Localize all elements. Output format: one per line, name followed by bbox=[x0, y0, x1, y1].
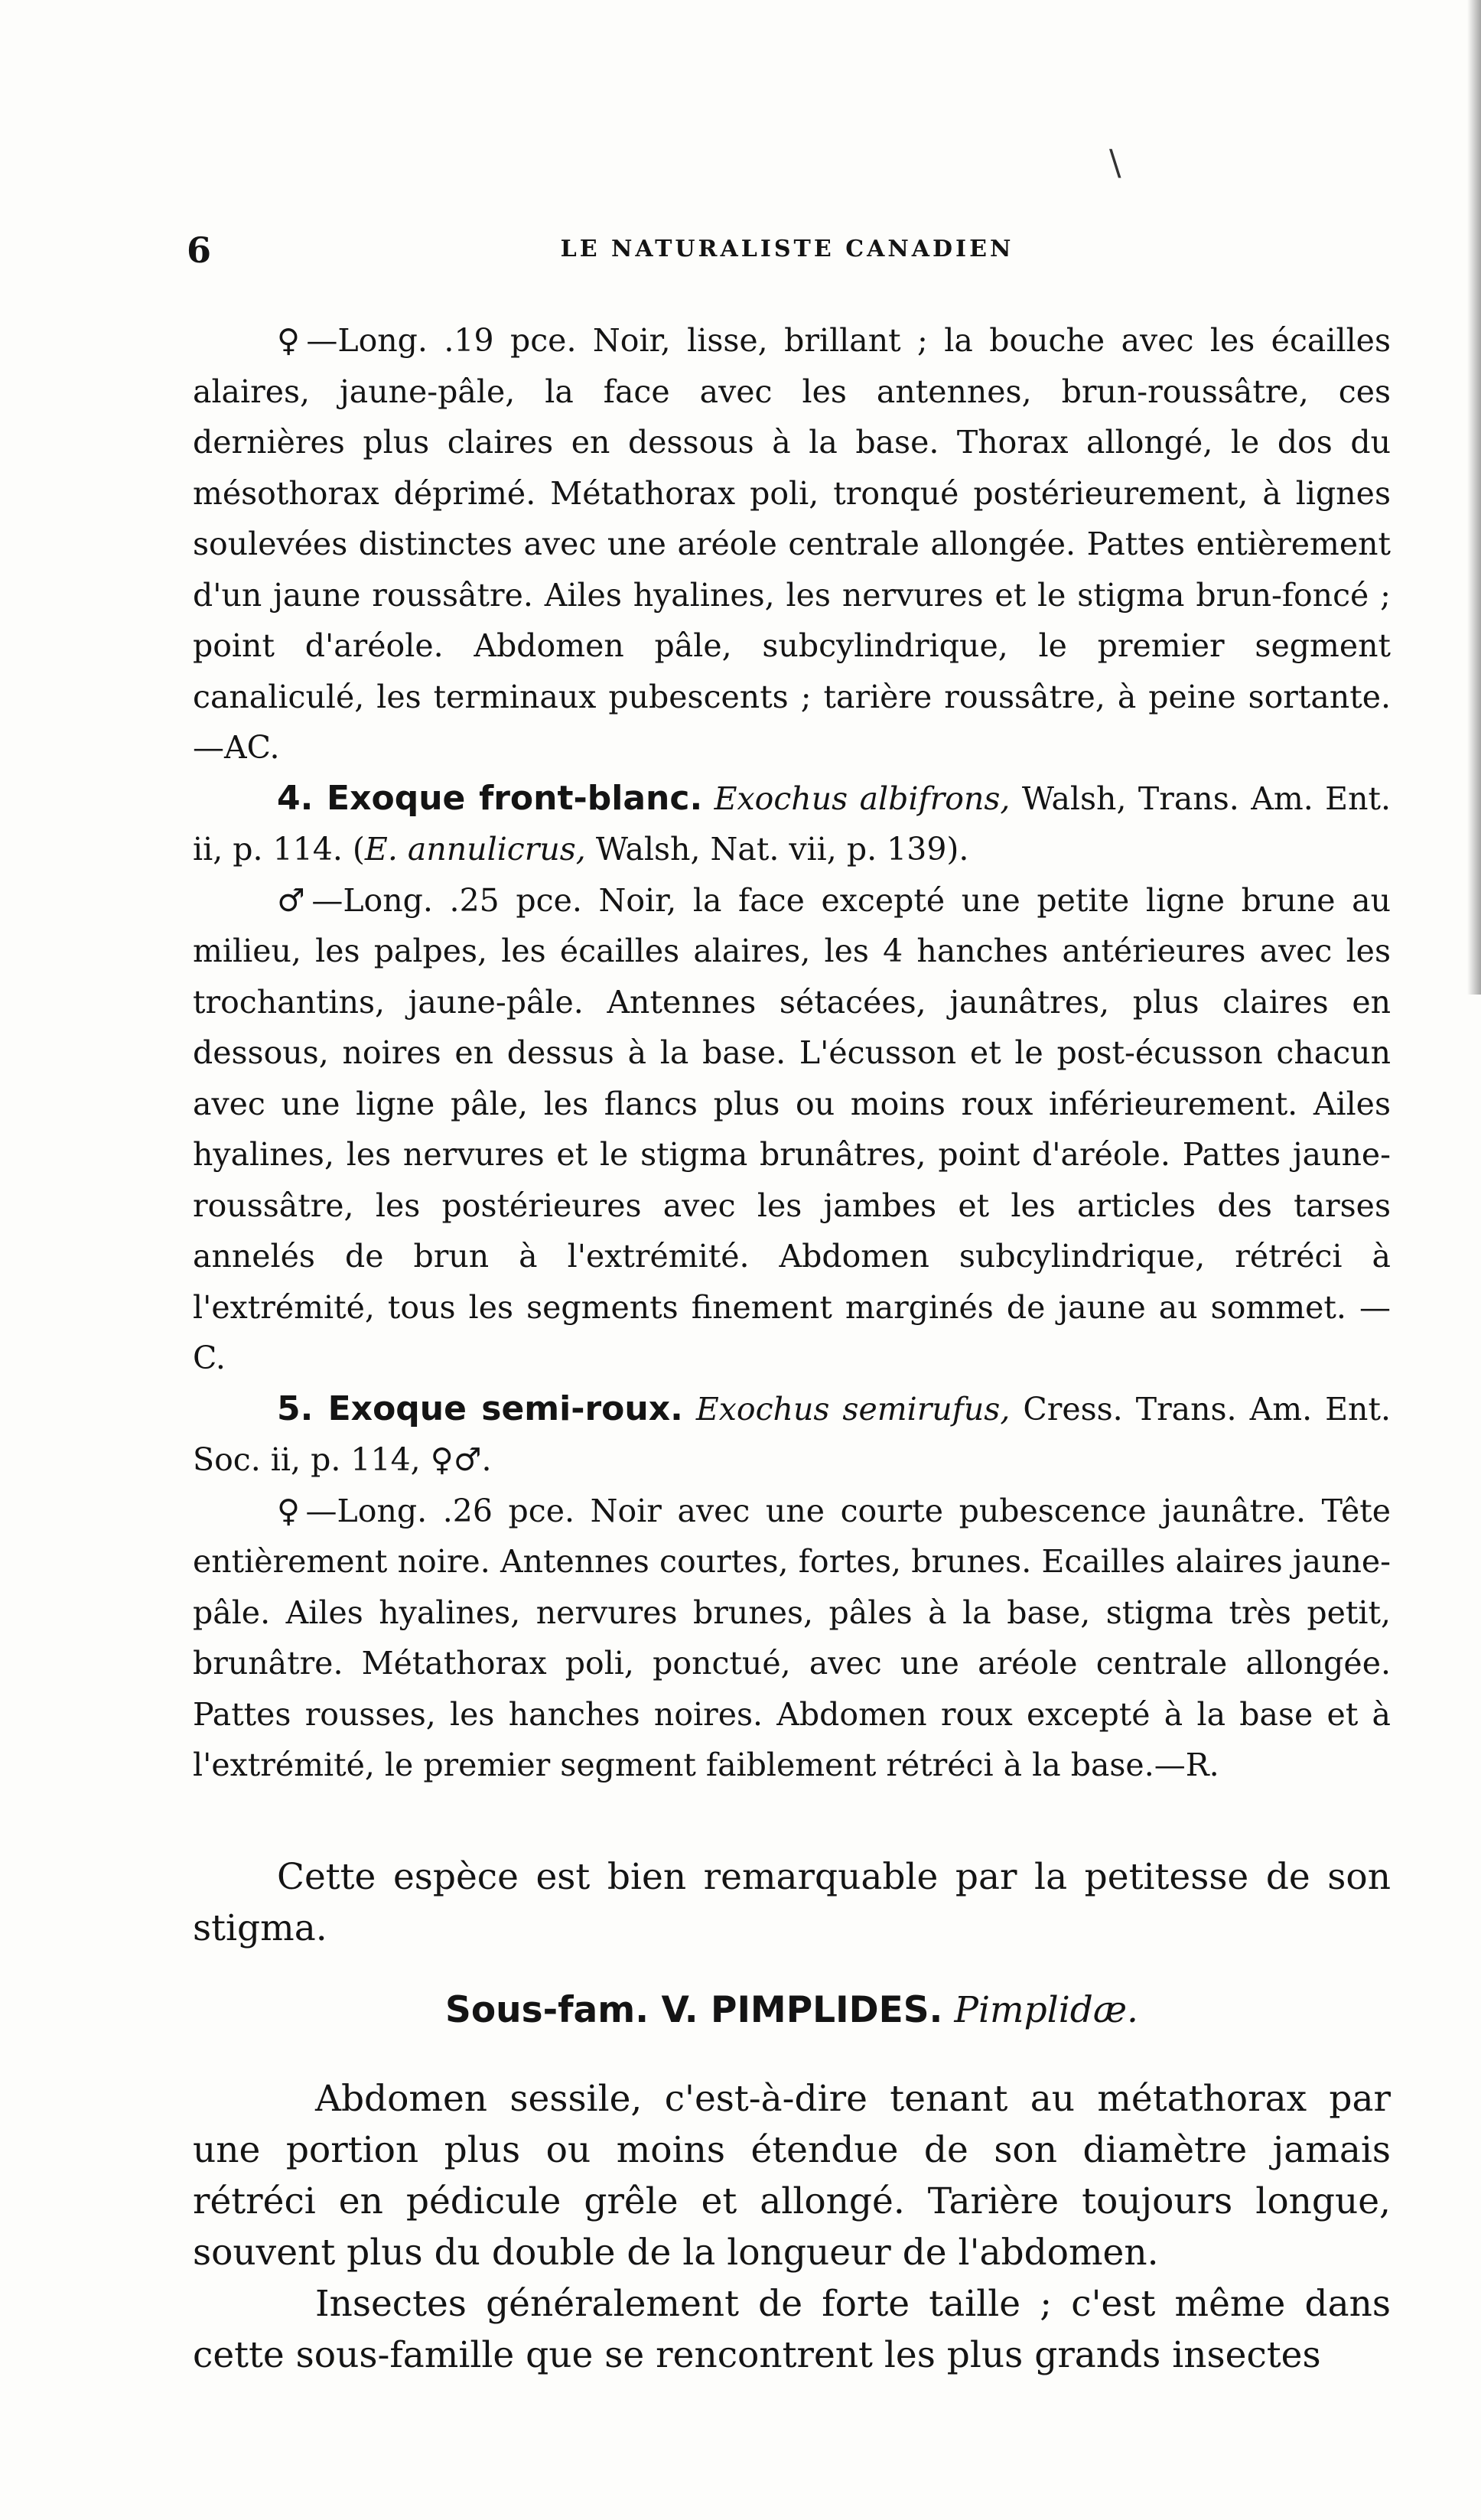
subfamily-latin: Pimplidæ. bbox=[954, 1989, 1138, 2031]
running-head: LE NATURALISTE CANADIEN bbox=[560, 236, 1014, 262]
stray-ink-mark: \ bbox=[1109, 142, 1121, 183]
species3-female-description: ♀—Long. .19 pce. Noir, lisse, brillant ; la bouche avec les écailles alaires, jaune-pâle, la face avec les antennes, brun-roussâtre, ces dernières plus claires en dessous à la base. Thorax allongé, le dos du mésothorax déprimé. Métathorax poli, tronqué postérieurement, à lignes soulevées distinctes avec une aréole centrale allongée. Pattes entièrement d'un jaune roussâtre. Ailes hyalines, les nervures et le stigma brun-foncé ; point d'aréole. Abdomen pâle, subcylindrique, le premier segment canaliculé, les terminaux pubescents ; tarière roussâtre, à peine sortante.—AC. bbox=[193, 322, 1391, 766]
page-edge-shadow bbox=[1467, 0, 1481, 995]
subfamily-para-2: Insectes généralement de forte taille ; c'est même dans cette sous-famille que se rencontrent les plus grands insectes bbox=[193, 2283, 1391, 2376]
page-number: 6 bbox=[187, 230, 212, 271]
subfamily-description bbox=[193, 2073, 1391, 2381]
species5-sci-name: Exochus semirufus, bbox=[695, 1390, 1011, 1428]
subfamily-para-1: Abdomen sessile, c'est-à-dire tenant au métathorax par une portion plus ou moins étendue de son diamètre jamais rétréci en pédicule grêle et allongé. Tarière toujours longue, souvent plus du double de la longueur de l'abdomen. bbox=[193, 2078, 1391, 2274]
species4-citation: Walsh, Trans. Am. Ent. ii, p. 114. ( bbox=[193, 780, 1391, 868]
species-entries bbox=[193, 315, 1391, 1791]
subfamily-heading bbox=[193, 1989, 1391, 2031]
species4-synonym: E. annulicrus, bbox=[364, 831, 586, 868]
species5-remark-block bbox=[193, 1851, 1391, 1954]
species4-male-description: ♂—Long. .25 pce. Noir, la face excepté une petite ligne brune au milieu, les palpes, les écailles alaires, les 4 hanches antérieures avec les trochantins, jaune-pâle. Antennes sétacées, jaunâtres, plus claires en dessous, noires en dessus à la base. L'écusson et le post-écusson chacun avec une ligne pâle, les flancs plus ou moins roux inférieurement. Ailes hyalines, les nervures et le stigma brunâtres, point d'aréole. Pattes jaune-roussâtre, les postérieures avec les jambes et les articles des tarses annelés de brun à l'extrémité. Abdomen subcylindrique, rétréci à l'extrémité, tous les segments finement marginés de jaune au sommet. —C. bbox=[193, 881, 1391, 1376]
subfamily-label: Sous-fam. V. PIMPLIDES. bbox=[445, 1989, 943, 2031]
species4-name: 4. Exoque front-blanc. bbox=[277, 778, 703, 818]
species5-citation: Cress. Trans. Am. Ent. Soc. ii, p. 114, ♀♂. bbox=[193, 1390, 1391, 1478]
species4-heading bbox=[193, 773, 1391, 875]
species5-heading bbox=[193, 1384, 1391, 1486]
species4-sci-name: Exochus albifrons, bbox=[714, 780, 1011, 817]
species5-remark: Cette espèce est bien remarquable par la petitesse de son stigma. bbox=[193, 1856, 1391, 1949]
page-header bbox=[187, 230, 1388, 275]
species5-female-description: ♀—Long. .26 pce. Noir avec une courte pubescence jaunâtre. Tête entièrement noire. Antennes courtes, fortes, brunes. Ecailles alaires jaune-pâle. Ailes hyalines, nervures brunes, pâles à la base, stigma très petit, brunâtre. Métathorax poli, ponctué, avec une aréole centrale allongée. Pattes rousses, les hanches noires. Abdomen roux excepté à la base et à l'extrémité, le premier segment faiblement rétréci à la base.—R. bbox=[193, 1492, 1391, 1783]
species5-name: 5. Exoque semi-roux. bbox=[277, 1389, 683, 1428]
species4-citation-2: Walsh, Nat. vii, p. 139). bbox=[585, 831, 969, 868]
